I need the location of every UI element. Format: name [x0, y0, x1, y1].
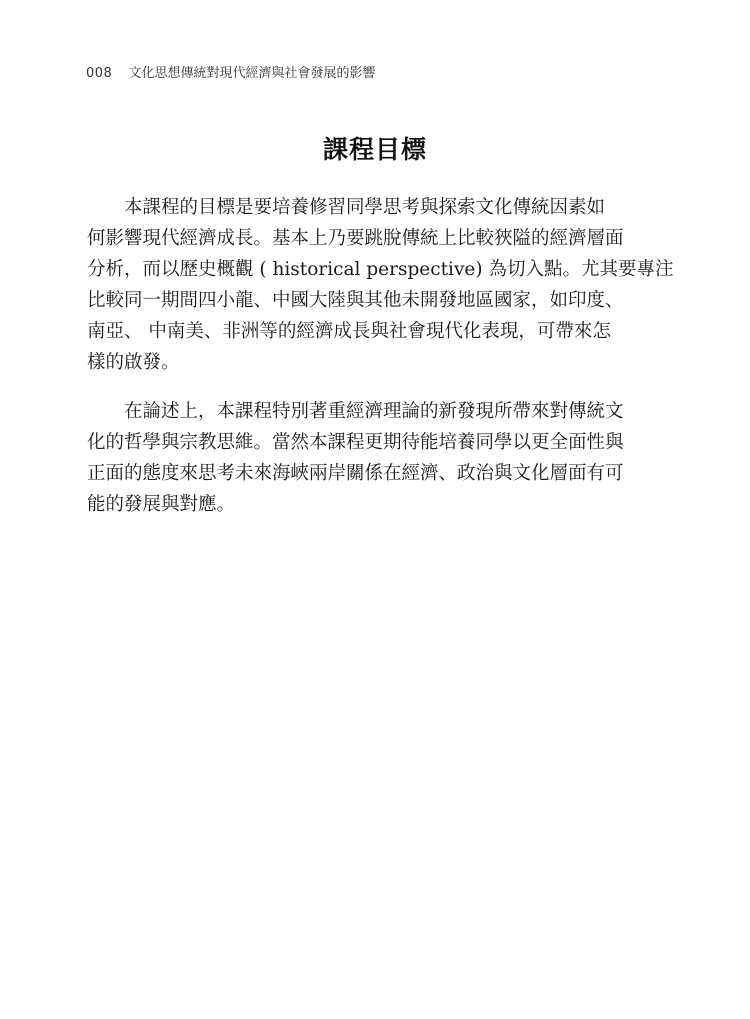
book-title: 文化思想傳統對現代經濟與社會發展的影響	[128, 66, 376, 81]
paragraph-line: 比較同一期間四小龍、中國大陸與其他未開發地區國家，如印度、	[87, 290, 624, 311]
page-number: 008	[86, 66, 113, 81]
paragraph-line: 南亞、 中南美、非洲等的經濟成長與社會現代化表現，可帶來怎	[87, 321, 611, 342]
paragraph-line: 分析，而以歷史概觀 ( historical perspective) 為切入點。尤其要專注	[87, 259, 674, 280]
running-header	[86, 62, 375, 81]
paragraph-line: 化的哲學與宗教思維。當然本課程更期待能培養同學以更全面性與	[87, 432, 624, 453]
paragraph-line: 樣的啟發。	[87, 352, 180, 373]
paragraph-2	[87, 396, 639, 520]
paragraph-line: 正面的態度來思考未來海峽兩岸關係在經濟、政治與文化層面有可	[87, 463, 624, 484]
body-text	[87, 192, 674, 538]
paragraph-line: 本課程的目標是要培養修習同學思考與探索文化傳統因素如	[124, 197, 606, 218]
page-title: 課程目標	[322, 135, 427, 164]
paragraph-line: 能的發展與對應。	[87, 494, 236, 515]
paragraph-line: 在論述上，本課程特別著重經濟理論的新發現所帶來對傳統文	[124, 401, 624, 422]
paragraph-line: 何影響現代經濟成長。基本上乃要跳脫傳統上比較狹隘的經濟層面	[87, 228, 624, 249]
paragraph-1	[87, 192, 674, 378]
